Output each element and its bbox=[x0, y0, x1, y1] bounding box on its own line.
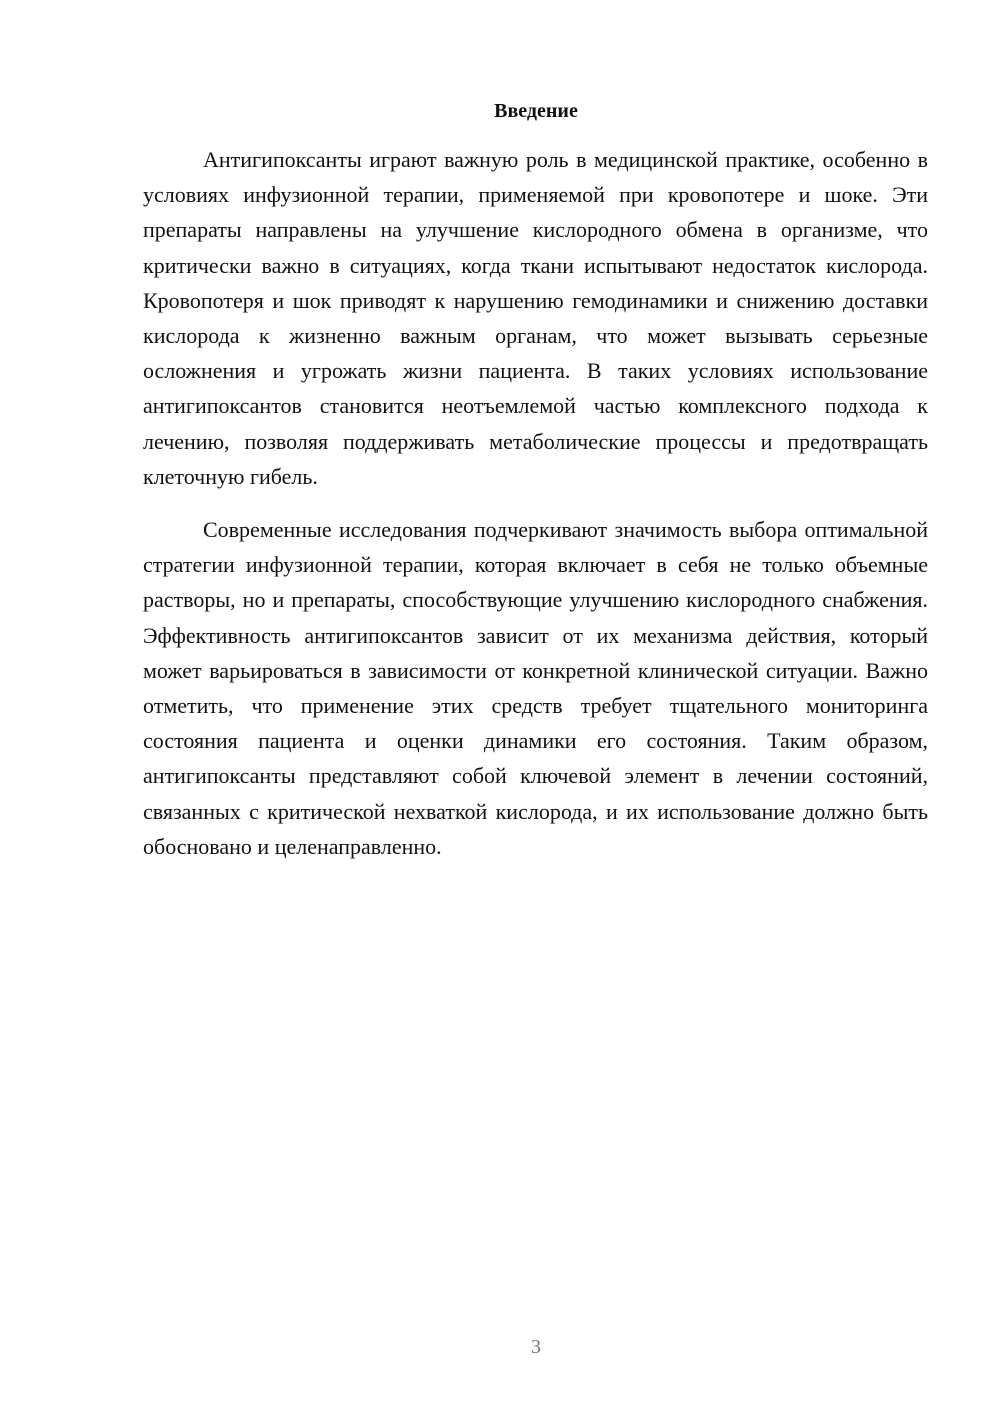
paragraph-2: Современные исследования подчеркивают значимость выбора оптимальной стратегии инфузионной терапии, которая включает в себя не только объемные растворы, но и препараты, способствующие улучшению кислородного снабжения. Эффективность антигипоксантов зависит от их механизма действия, который может варьироваться в зависимости от конкретной клинической ситуации. Важно отметить, что применение этих средств требует тщательного мониторинга состояния пациента и оценки динамики его состояния. Таким образом, антигипоксанты представляют собой ключевой элемент в лечении состояний, связанных с критической нехваткой кислорода, и их использование должно быть обосновано и целенаправленно. bbox=[143, 517, 928, 859]
section-title: Введение bbox=[494, 100, 578, 122]
paragraph-1: Антигипоксанты играют важную роль в медицинской практике, особенно в условиях инфузионной терапии, применяемой при кровопотере и шоке. Эти препараты направлены на улучшение кислородного обмена в организме, что критически важно в ситуациях, когда ткани испытывают недостаток кислорода. Кровопотеря и шок приводят к нарушению гемодинамики и снижению доставки кислорода к жизненно важным органам, что может вызывать серьезные осложнения и угрожать жизни пациента. В таких условиях использование антигипоксантов становится неотъемлемой частью комплексного подхода к лечению, позволяя поддерживать метаболические процессы и предотвращать клеточную гибель. bbox=[143, 147, 928, 489]
body-text bbox=[143, 142, 928, 864]
page-number: 3 bbox=[531, 1336, 541, 1358]
